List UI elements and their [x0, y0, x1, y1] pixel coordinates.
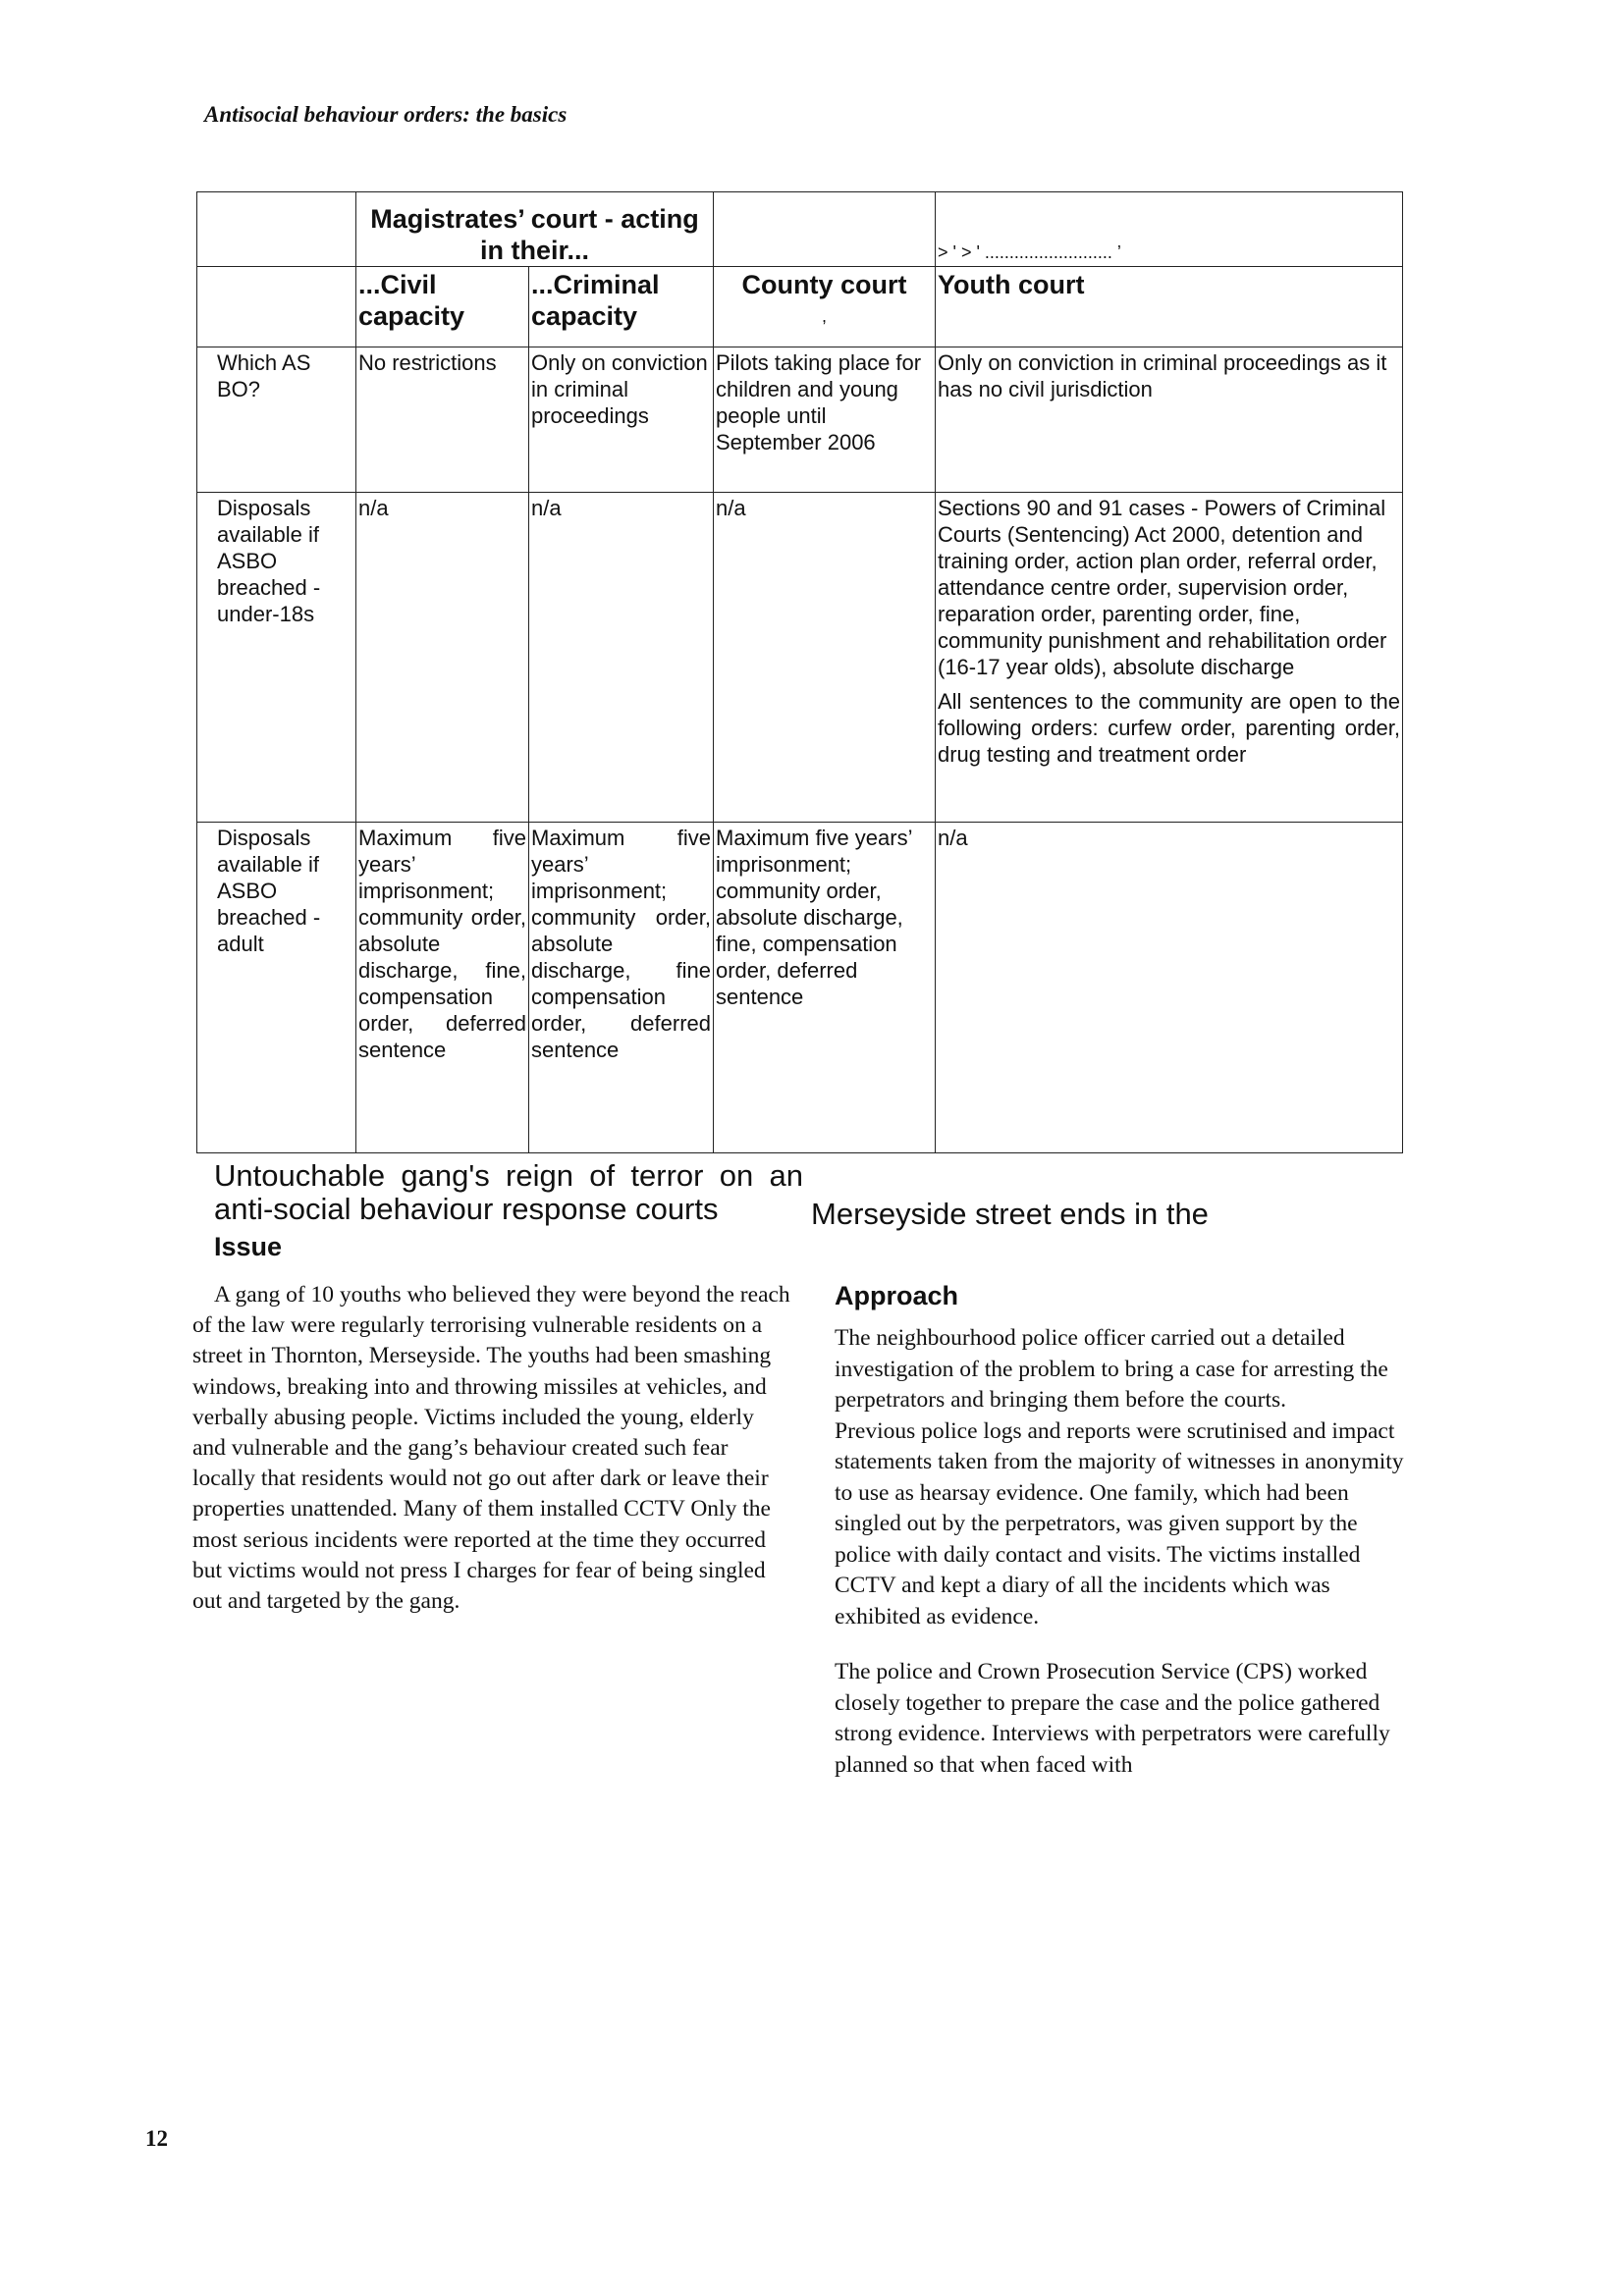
- approach-body: [835, 1323, 1409, 1805]
- asbo-courts-table: [196, 191, 1403, 1153]
- page-number: 12: [145, 2126, 168, 2151]
- youth-header-top: [936, 192, 1403, 267]
- county-stray-mark: ,: [821, 306, 827, 326]
- cell-civil: n/a: [356, 493, 529, 823]
- county-header-top: [714, 192, 936, 267]
- county-court-label: County court: [741, 270, 907, 299]
- cell-county: Pilots taking place for children and young people until September 2006: [714, 347, 936, 493]
- civil-capacity-heading: ...Civil capacity: [356, 267, 529, 347]
- approach-paragraph-3: The police and Crown Prosecution Service (CPS) worked closely together to prepare the case and the police gathered strong evidence. Interviews with perpetrators were carefully planned so that when faced with: [835, 1659, 1390, 1778]
- table-row: [197, 823, 1403, 1153]
- running-header: Antisocial behaviour orders: the basics: [204, 102, 568, 127]
- cell-youth: n/a: [936, 823, 1403, 1153]
- youth-disposals-list: Sections 90 and 91 cases - Powers of Criminal Courts (Sentencing) Act 2000, detention and training order, action plan order, referral order, attendance centre order, supervision order, reparation order, parenting order, fine, community punishment and rehabilitation order (16-17 year olds), absolute discharge: [938, 496, 1387, 679]
- county-court-heading: [714, 267, 936, 347]
- table-row: [197, 493, 1403, 823]
- cell-criminal: Only on conviction in criminal proceedings: [529, 347, 714, 493]
- table-row: [197, 347, 1403, 493]
- youth-stray-marks: > ' > ' .......................... ’: [938, 242, 1121, 262]
- criminal-capacity-heading: ...Criminal capacity: [529, 267, 714, 347]
- case-study-title: Untouchable gang's reign of terror on an anti-social behaviour response courts: [214, 1158, 803, 1226]
- row-label-under-18s: Disposals available if ASBO breached - under-18s: [197, 493, 356, 823]
- magistrates-heading: Magistrates’ court - acting in their...: [356, 192, 714, 267]
- approach-paragraph-1: The neighbourhood police officer carried out a detailed investigation of the problem to bring a case for arresting the perpetrators and bringing them before the courts.: [835, 1325, 1388, 1413]
- table-corner-cell: [197, 192, 356, 267]
- cell-youth: Only on conviction in criminal proceedings as it has no civil jurisdiction: [936, 347, 1403, 493]
- youth-court-heading: Youth court: [936, 267, 1403, 347]
- case-study-title-continuation: Merseyside street ends in the: [811, 1197, 1209, 1231]
- issue-paragraph: A gang of 10 youths who believed they were beyond the reach of the law were regularly terrorising vulnerable residents on a street in Thornton, Merseyside. The youths had been smashing windows, breaking into and throwing missiles at vehicles, and verbally abusing people. Victims included the young, elderly and vulnerable and the gang’s behaviour created such fear locally that residents would not go out after dark or leave their properties unattended. Many of them installed CCTV Only the most serious incidents were reported at the time they occurred but victims would not press I charges for fear of being singled out and targeted by the gang.: [192, 1282, 790, 1615]
- youth-community-orders: All sentences to the community are open to the following orders: curfew order, parenting order, drug testing and treatment order: [938, 689, 1400, 767]
- row-label-which-asbo: Which AS BO?: [197, 347, 356, 493]
- cell-youth: [936, 493, 1403, 823]
- cell-county: n/a: [714, 493, 936, 823]
- cell-civil: Maximum five years’ imprisonment; community order, absolute discharge, fine, compensation order, deferred sentence: [356, 823, 529, 1153]
- table-corner-cell-2: [197, 267, 356, 347]
- row-label-adult: Disposals available if ASBO breached - adult: [197, 823, 356, 1153]
- cell-civil: No restrictions: [356, 347, 529, 493]
- cell-county: Maximum five years’ imprisonment; community order, absolute discharge, fine, compensation order, deferred sentence: [714, 823, 936, 1153]
- approach-heading: Approach: [835, 1281, 959, 1310]
- cell-criminal: Maximum five years’ imprisonment; community order, absolute discharge, fine compensation order, deferred sentence: [529, 823, 714, 1153]
- issue-heading: Issue: [214, 1232, 283, 1261]
- cell-criminal: n/a: [529, 493, 714, 823]
- approach-paragraph-2: Previous police logs and reports were scrutinised and impact statements taken from the majority of witnesses in anonymity to use as hearsay evidence. One family, which had been singled out by the perpetrators, was given support by the police with daily contact and visits. The victims installed CCTV and kept a diary of all the incidents which was exhibited as evidence.: [835, 1417, 1404, 1629]
